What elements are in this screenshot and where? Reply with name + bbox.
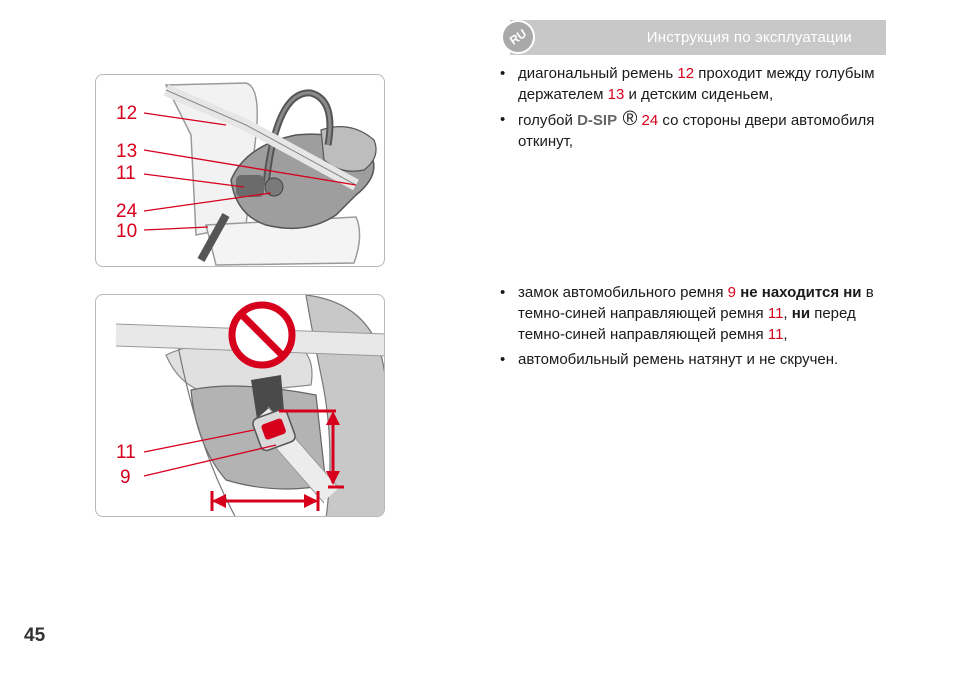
checklist-bottom <box>500 282 900 374</box>
registered-mark: ® <box>617 108 638 130</box>
figure-seat-installation <box>95 74 385 267</box>
checklist-item <box>500 109 900 152</box>
product-name: D-SIP <box>577 112 618 129</box>
callout-13: 13 <box>116 141 138 162</box>
item-text: и детским сиденьем, <box>624 86 774 103</box>
callout-12: 12 <box>116 103 138 124</box>
item-text: , <box>783 326 788 343</box>
callout-11-bottom: 11 <box>116 442 136 463</box>
item-text: в темно-синей направляющей ремня <box>518 284 874 322</box>
callout-9: 9 <box>120 467 131 488</box>
header-bar <box>510 20 886 55</box>
language-badge <box>501 20 535 54</box>
item-text: проходит между голубым держателем <box>518 65 875 103</box>
emphasis-text: ни <box>791 305 811 322</box>
buckle-illustration <box>96 295 385 517</box>
item-text: замок автомобильного ремня <box>518 284 728 301</box>
item-reference-number: 9 <box>727 284 737 301</box>
item-text: автомобильный ремень натянут и не скручен. <box>518 351 839 368</box>
callout-24: 24 <box>116 201 138 222</box>
header-title: Инструкция по эксплуатации <box>646 29 852 46</box>
page-number: 45 <box>24 625 46 646</box>
item-reference-number: 13 <box>607 86 625 103</box>
item-text: голубой <box>518 112 578 129</box>
emphasis-text: не находится ни <box>740 284 862 301</box>
checklist-top <box>500 63 900 156</box>
item-reference-number: 24 <box>641 112 659 129</box>
checklist-item <box>500 282 900 345</box>
item-text: диагональный ремень <box>518 65 678 82</box>
item-reference-number: 12 <box>677 65 695 82</box>
item-text: перед темно-синей направляющей ремня <box>518 305 856 343</box>
item-reference-number: 11 <box>767 305 784 322</box>
seat-illustration <box>96 75 385 267</box>
item-reference-number: 11 <box>767 326 784 343</box>
item-text: , <box>783 305 792 322</box>
figure-buckle-warning <box>95 294 385 517</box>
checklist-item <box>500 63 900 105</box>
callout-10: 10 <box>116 221 138 242</box>
item-text: со стороны двери автомобиля откинут, <box>518 112 875 150</box>
language-code: RU <box>506 26 530 48</box>
checklist-item <box>500 349 900 370</box>
callout-11: 11 <box>116 163 136 184</box>
